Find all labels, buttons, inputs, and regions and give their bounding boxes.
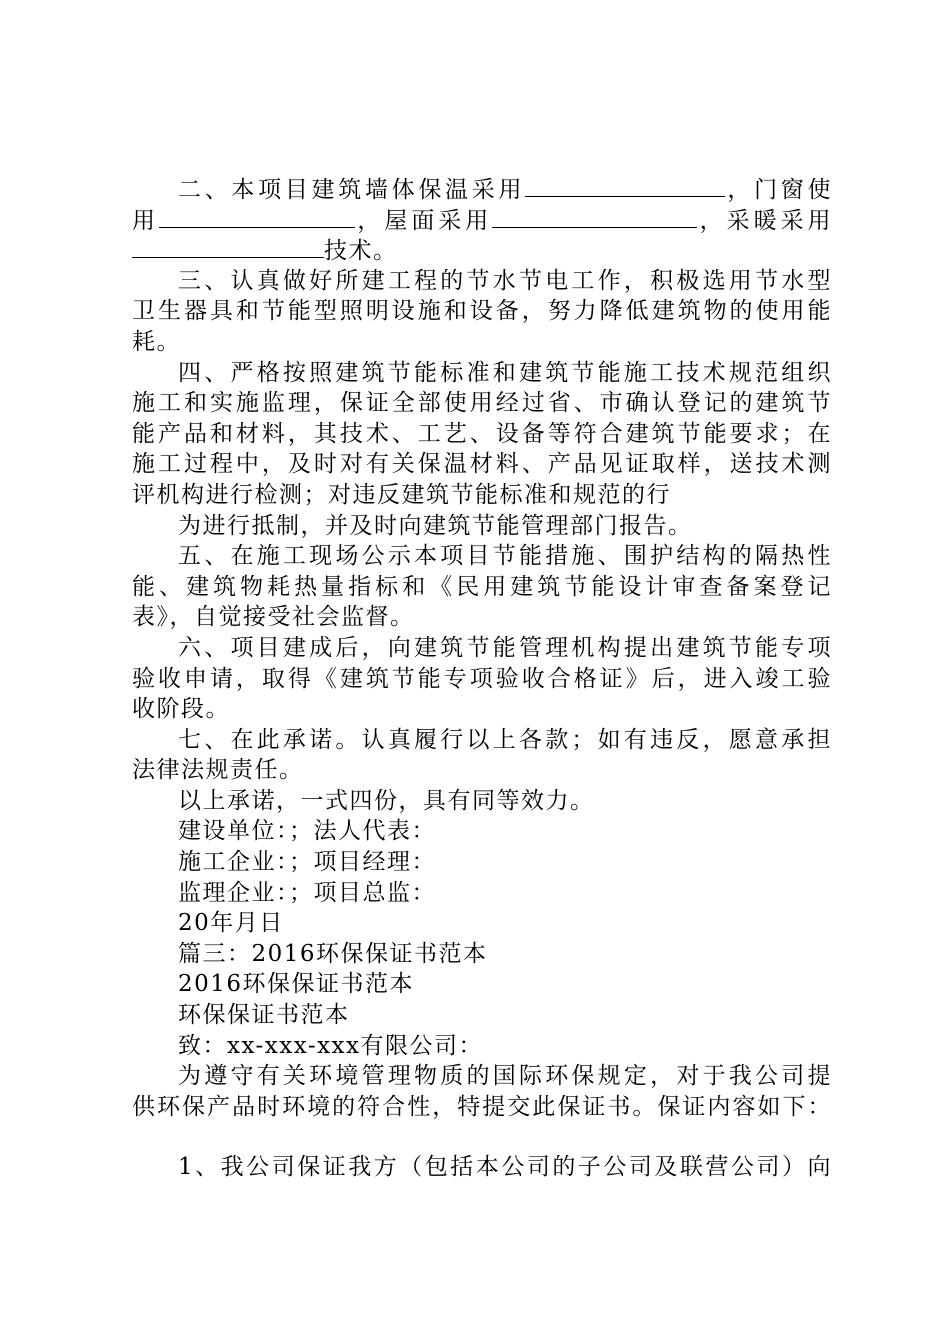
- paragraph-gap: [132, 1122, 832, 1152]
- text-run: ，门窗使: [725, 177, 833, 203]
- text-run: 技术。: [324, 238, 398, 265]
- blank-heating: [132, 235, 324, 258]
- document-body: [132, 174, 832, 1183]
- clause-3-line-2: 卫生器具和节能型照明设施和设备，努力降低建筑物的使用能: [132, 298, 832, 325]
- clause-3-line-1: 三、认真做好所建工程的节水节电工作，积极选用节水型: [178, 267, 832, 294]
- text-run: ，屋面采用: [354, 207, 493, 234]
- date-line: 20年月日: [178, 910, 284, 937]
- clause-6-line-3: 收阶段。: [132, 696, 230, 723]
- clause-4-line-2: 施工和实施监理，保证全部使用经过省、市确认登记的建筑节: [132, 390, 832, 417]
- commitment-note: 以上承诺，一式四份，具有同等效力。: [178, 787, 595, 814]
- text-run: 用: [132, 207, 159, 234]
- clause-2-line-1: [132, 174, 832, 205]
- blank-wall-insulation: [525, 174, 725, 197]
- clause-4-line-1: 四、严格按照建筑节能标准和建筑节能施工技术规范组织: [178, 359, 832, 386]
- clause-2-line-3: [132, 235, 832, 266]
- blank-roof: [492, 205, 697, 228]
- clause-4-line-6: 为进行抵制，并及时向建筑节能管理部门报告。: [178, 512, 693, 539]
- clause-6-line-2: 验收申请，取得《建筑节能专项验收合格证》后，进入竣工验: [132, 665, 832, 692]
- signature-builder: 建设单位：；法人代表：: [178, 818, 436, 845]
- clause-5-line-2: 能、建筑物耗热量指标和《民用建筑节能设计审查备案登记: [132, 573, 832, 600]
- clause-5-line-1: 五、在施工现场公示本项目节能措施、围护结构的隔热性: [178, 543, 832, 570]
- clause-4-line-5: 评机构进行检测；对违反建筑节能标准和规范的行: [132, 481, 671, 508]
- clause-7-line-1: 七、在此承诺。认真履行以上各款；如有违反，愿意承担: [178, 726, 832, 753]
- guarantee-intro-line-1: 为遵守有关环境管理物质的国际环保规定，对于我公司提: [178, 1063, 832, 1090]
- addressee: 致：xx-xxx-xxx有限公司：: [178, 1032, 484, 1059]
- document-title: 2016环保保证书范本: [178, 971, 415, 998]
- clause-5-line-3: 表》，自觉接受社会监督。: [132, 604, 415, 631]
- document-subtitle: 环保保证书范本: [178, 1002, 350, 1029]
- signature-contractor: 施工企业：；项目经理：: [178, 849, 436, 876]
- clause-6-line-1: 六、项目建成后，向建筑节能管理机构提出建筑节能专项: [178, 634, 832, 661]
- text-run: ，采暖采用: [697, 207, 833, 234]
- clause-2-line-2: [132, 205, 832, 236]
- signature-supervisor: 监理企业：；项目总监：: [178, 879, 436, 906]
- text-run: 二、本项目建筑墙体保温采用: [178, 177, 526, 203]
- clause-4-line-4: 施工过程中，及时对有关保温材料、产品见证取样，送技术测: [132, 451, 832, 478]
- guarantee-item-1-line-1: 1、我公司保证我方（包括本公司的子公司及联营公司）向: [178, 1154, 832, 1181]
- clause-3-line-3: 耗。: [132, 328, 181, 355]
- blank-window: [159, 205, 355, 228]
- section-heading: 篇三：2016环保保证书范本: [178, 940, 488, 967]
- clause-7-line-2: 法律法规责任。: [132, 757, 304, 784]
- clause-4-line-3: 能产品和材料，其技术、工艺、设备等符合建筑节能要求；在: [132, 420, 832, 447]
- guarantee-intro-line-2: 供环保产品时环境的符合性，特提交此保证书。保证内容如下：: [132, 1093, 832, 1120]
